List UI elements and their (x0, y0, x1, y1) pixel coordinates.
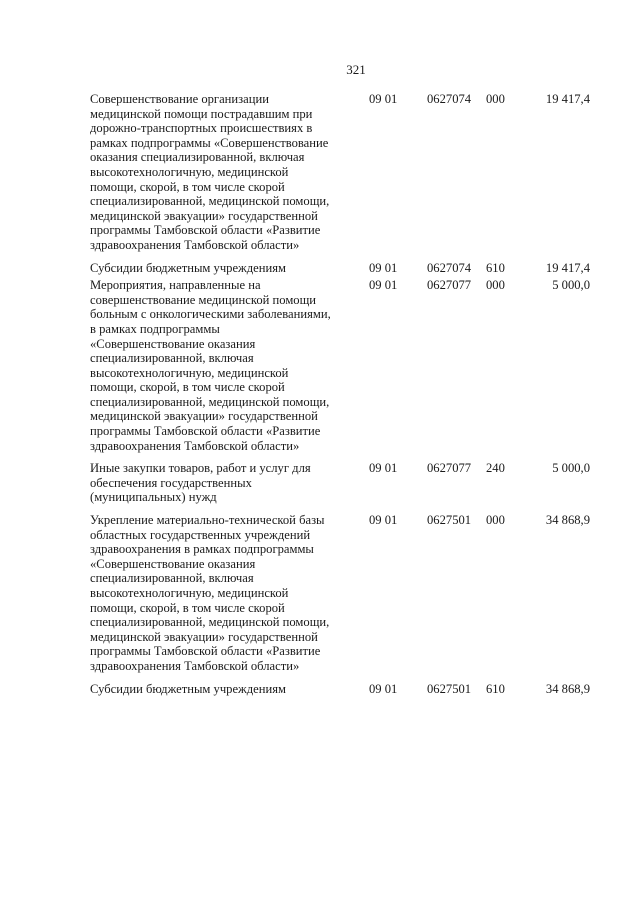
row-expense-type: 610 (486, 681, 505, 696)
row-amount: 34 868,9 (545, 513, 590, 528)
row-target-code: 0627074 (427, 92, 472, 106)
row-target-code: 0627077 (427, 278, 472, 293)
row-expense-type: 000 (486, 513, 505, 528)
page-number: 321 (346, 62, 366, 77)
budget-table (90, 92, 590, 696)
row-target-code: 0627501 (427, 681, 472, 696)
table-row (90, 461, 590, 505)
row-section-code: 09 01 (369, 260, 398, 275)
row-description: Субсидии бюджетным учреждениям (90, 681, 286, 696)
row-amount: 19 417,4 (545, 260, 590, 275)
table-row (90, 92, 590, 253)
row-amount: 5 000,0 (552, 461, 590, 476)
table-row (90, 682, 590, 697)
row-description: Иные закупки товаров, работ и услуг для обеспечения государственных (муниципальных) нужд (90, 461, 311, 505)
row-expense-type: 610 (486, 260, 505, 275)
row-expense-type: 240 (486, 461, 505, 476)
row-description: Укрепление материально-технической базы областных государственных учреждений здравоохранения в рамках подпрограммы «Совершенствование оказания специализированной, включая высокотехнологичную, медицинской помощи, скорой, в том числе скорой специализированной, медицинской помощи, медицинской эвакуации» государственной программы Тамбовской области «Развитие здравоохранения Тамбовской области» (90, 513, 330, 673)
row-target-code: 0627077 (427, 461, 472, 476)
table-row (90, 278, 590, 453)
row-expense-type: 000 (486, 92, 505, 106)
row-section-code: 09 01 (369, 513, 398, 528)
row-section-code: 09 01 (369, 278, 398, 293)
row-description: Субсидии бюджетным учреждениям (90, 260, 286, 275)
row-description: Совершенствование организации медицинской помощи пострадавшим при дорожно-транспортных происшествиях в рамках подпрограммы «Совершенствование оказания специализированной, включая высокотехнологичную, медицинской помощи, скорой, в том числе скорой специализированной, медицинской помощи, медицинской эвакуации» государственной программы Тамбовской области «Развитие здравоохранения Тамбовской области» (90, 92, 330, 252)
row-amount: 19 417,4 (545, 92, 590, 106)
row-target-code: 0627501 (427, 513, 472, 528)
row-description: Мероприятия, направленные на совершенствование медицинской помощи больным с онкологическими заболеваниями, в рамках подпрограммы «Совершенствование оказания специализированной, включая высокотехнологичную, медицинской помощи, скорой, в том числе скорой специализированной, медицинской помощи, медицинской эвакуации» государственной программы Тамбовской области «Развитие здравоохранения Тамбовской области» (90, 278, 331, 453)
row-target-code: 0627074 (427, 260, 472, 275)
row-amount: 34 868,9 (545, 681, 590, 696)
row-amount: 5 000,0 (552, 278, 590, 293)
table-row (90, 261, 590, 276)
row-section-code: 09 01 (369, 461, 398, 476)
table-row (90, 513, 590, 674)
row-section-code: 09 01 (369, 681, 398, 696)
row-expense-type: 000 (486, 278, 505, 293)
row-section-code: 09 01 (369, 92, 398, 106)
